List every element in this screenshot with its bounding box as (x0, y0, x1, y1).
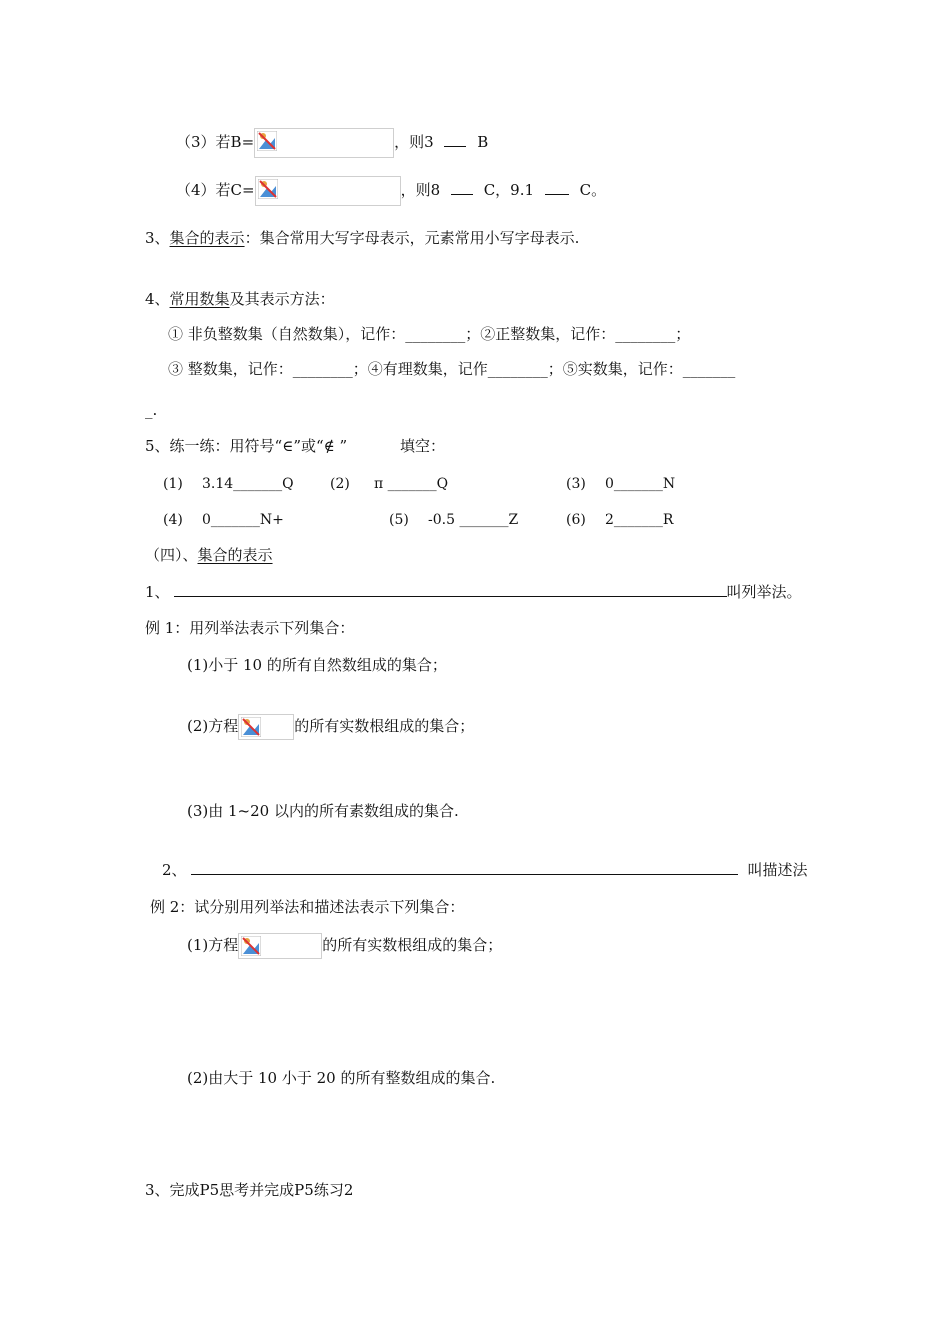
question-4-prefix: （4）若C= (176, 181, 255, 199)
section-5 (145, 436, 445, 456)
part-4-heading (145, 545, 273, 565)
exercise-5-value: -0.5 _______Z (428, 512, 519, 528)
definition-1-end: 叫列举法。 (726, 583, 802, 601)
exercise-4-value: 0_______N+ (202, 512, 284, 528)
broken-image-icon (238, 714, 294, 740)
exercise-2-num: (2) (330, 476, 350, 492)
exercise-5-num: (5) (389, 512, 409, 528)
exercise-6-value: 2_______R (605, 512, 674, 528)
question-4-mid: ，则8 (400, 181, 441, 199)
definition-2-num: 2、 (162, 861, 187, 879)
number-sets-row-1: ① 非负整数集（自然数集），记作：________；②正整数集，记作：________； (168, 325, 691, 343)
example-1-item-3: (3)由 1~20 以内的所有素数组成的集合. (187, 802, 459, 820)
definition-blank[interactable] (174, 582, 727, 597)
section-5-fill: 填空： (399, 437, 445, 455)
example-2-item-1 (187, 933, 502, 959)
question-3-end: B (477, 133, 489, 151)
exercise-2-value: π _______Q (374, 476, 449, 492)
question-3-prefix: （3）若B= (176, 133, 255, 151)
section-3-num: 3、 (145, 229, 170, 247)
answer-blank[interactable] (545, 180, 569, 195)
exercise-4-num: (4) (163, 512, 183, 528)
number-sets-row-2: ③ 整数集，记作：________；④有理数集，记作________；⑤实数集，记作：_______ (168, 360, 736, 378)
broken-image-icon (238, 933, 322, 959)
section-3 (145, 228, 579, 248)
example-1-item-2-b: 的所有实数根组成的集合； (294, 717, 475, 735)
example-1-item-2 (187, 714, 474, 740)
section-3-text: ：集合常用大写字母表示，元素常用小写字母表示. (244, 229, 580, 247)
exercise-3-value: 0_______N (605, 476, 676, 492)
part-4-title: 集合的表示 (197, 546, 273, 564)
question-4 (176, 176, 606, 206)
section-4-title: 常用数集 (169, 290, 230, 308)
definition-2-end: 叫描述法 (747, 861, 808, 879)
question-3-mid: ，则3 (394, 133, 434, 151)
example-2-item-2: (2)由大于 10 小于 20 的所有整数组成的集合. (187, 1069, 496, 1087)
exercise-1-num: (1) (163, 476, 183, 492)
answer-blank[interactable] (444, 132, 466, 147)
example-1-item-1: (1)小于 10 的所有自然数组成的集合； (187, 656, 447, 674)
broken-image-icon (254, 128, 394, 158)
task-3: 3、完成P5思考并完成P5练习2 (145, 1181, 354, 1199)
part-4-prefix: （四）、 (145, 546, 198, 564)
exercise-1-value: 3.14_______Q (202, 476, 294, 492)
example-2-item-1-b: 的所有实数根组成的集合； (322, 936, 503, 954)
section-4-text: 及其表示方法： (229, 290, 335, 308)
number-sets-row-3: _. (145, 401, 158, 419)
question-3 (176, 128, 488, 158)
definition-2 (162, 860, 808, 880)
exercise-3-num: (3) (566, 476, 586, 492)
example-1-item-2-a: (2)方程 (187, 717, 239, 735)
answer-blank[interactable] (451, 180, 473, 195)
exercise-6-num: (6) (566, 512, 586, 528)
example-2-title: 例 2：试分别用列举法和描述法表示下列集合： (150, 898, 465, 916)
broken-image-icon (255, 176, 401, 206)
section-4-num: 4、 (145, 290, 170, 308)
definition-1-num: 1、 (145, 583, 170, 601)
definition-blank[interactable] (191, 860, 738, 875)
question-4-c1: C，9.1 (483, 181, 535, 199)
section-5-title: 5、练一练：用符号“∈”或“∉ ” (145, 437, 348, 455)
definition-1 (145, 582, 802, 602)
example-2-item-1-a: (1)方程 (187, 936, 239, 954)
example-1-title: 例 1：用列举法表示下列集合： (145, 619, 355, 637)
section-3-title: 集合的表示 (169, 229, 245, 247)
question-4-end: C。 (579, 181, 607, 199)
section-4 (145, 289, 335, 309)
